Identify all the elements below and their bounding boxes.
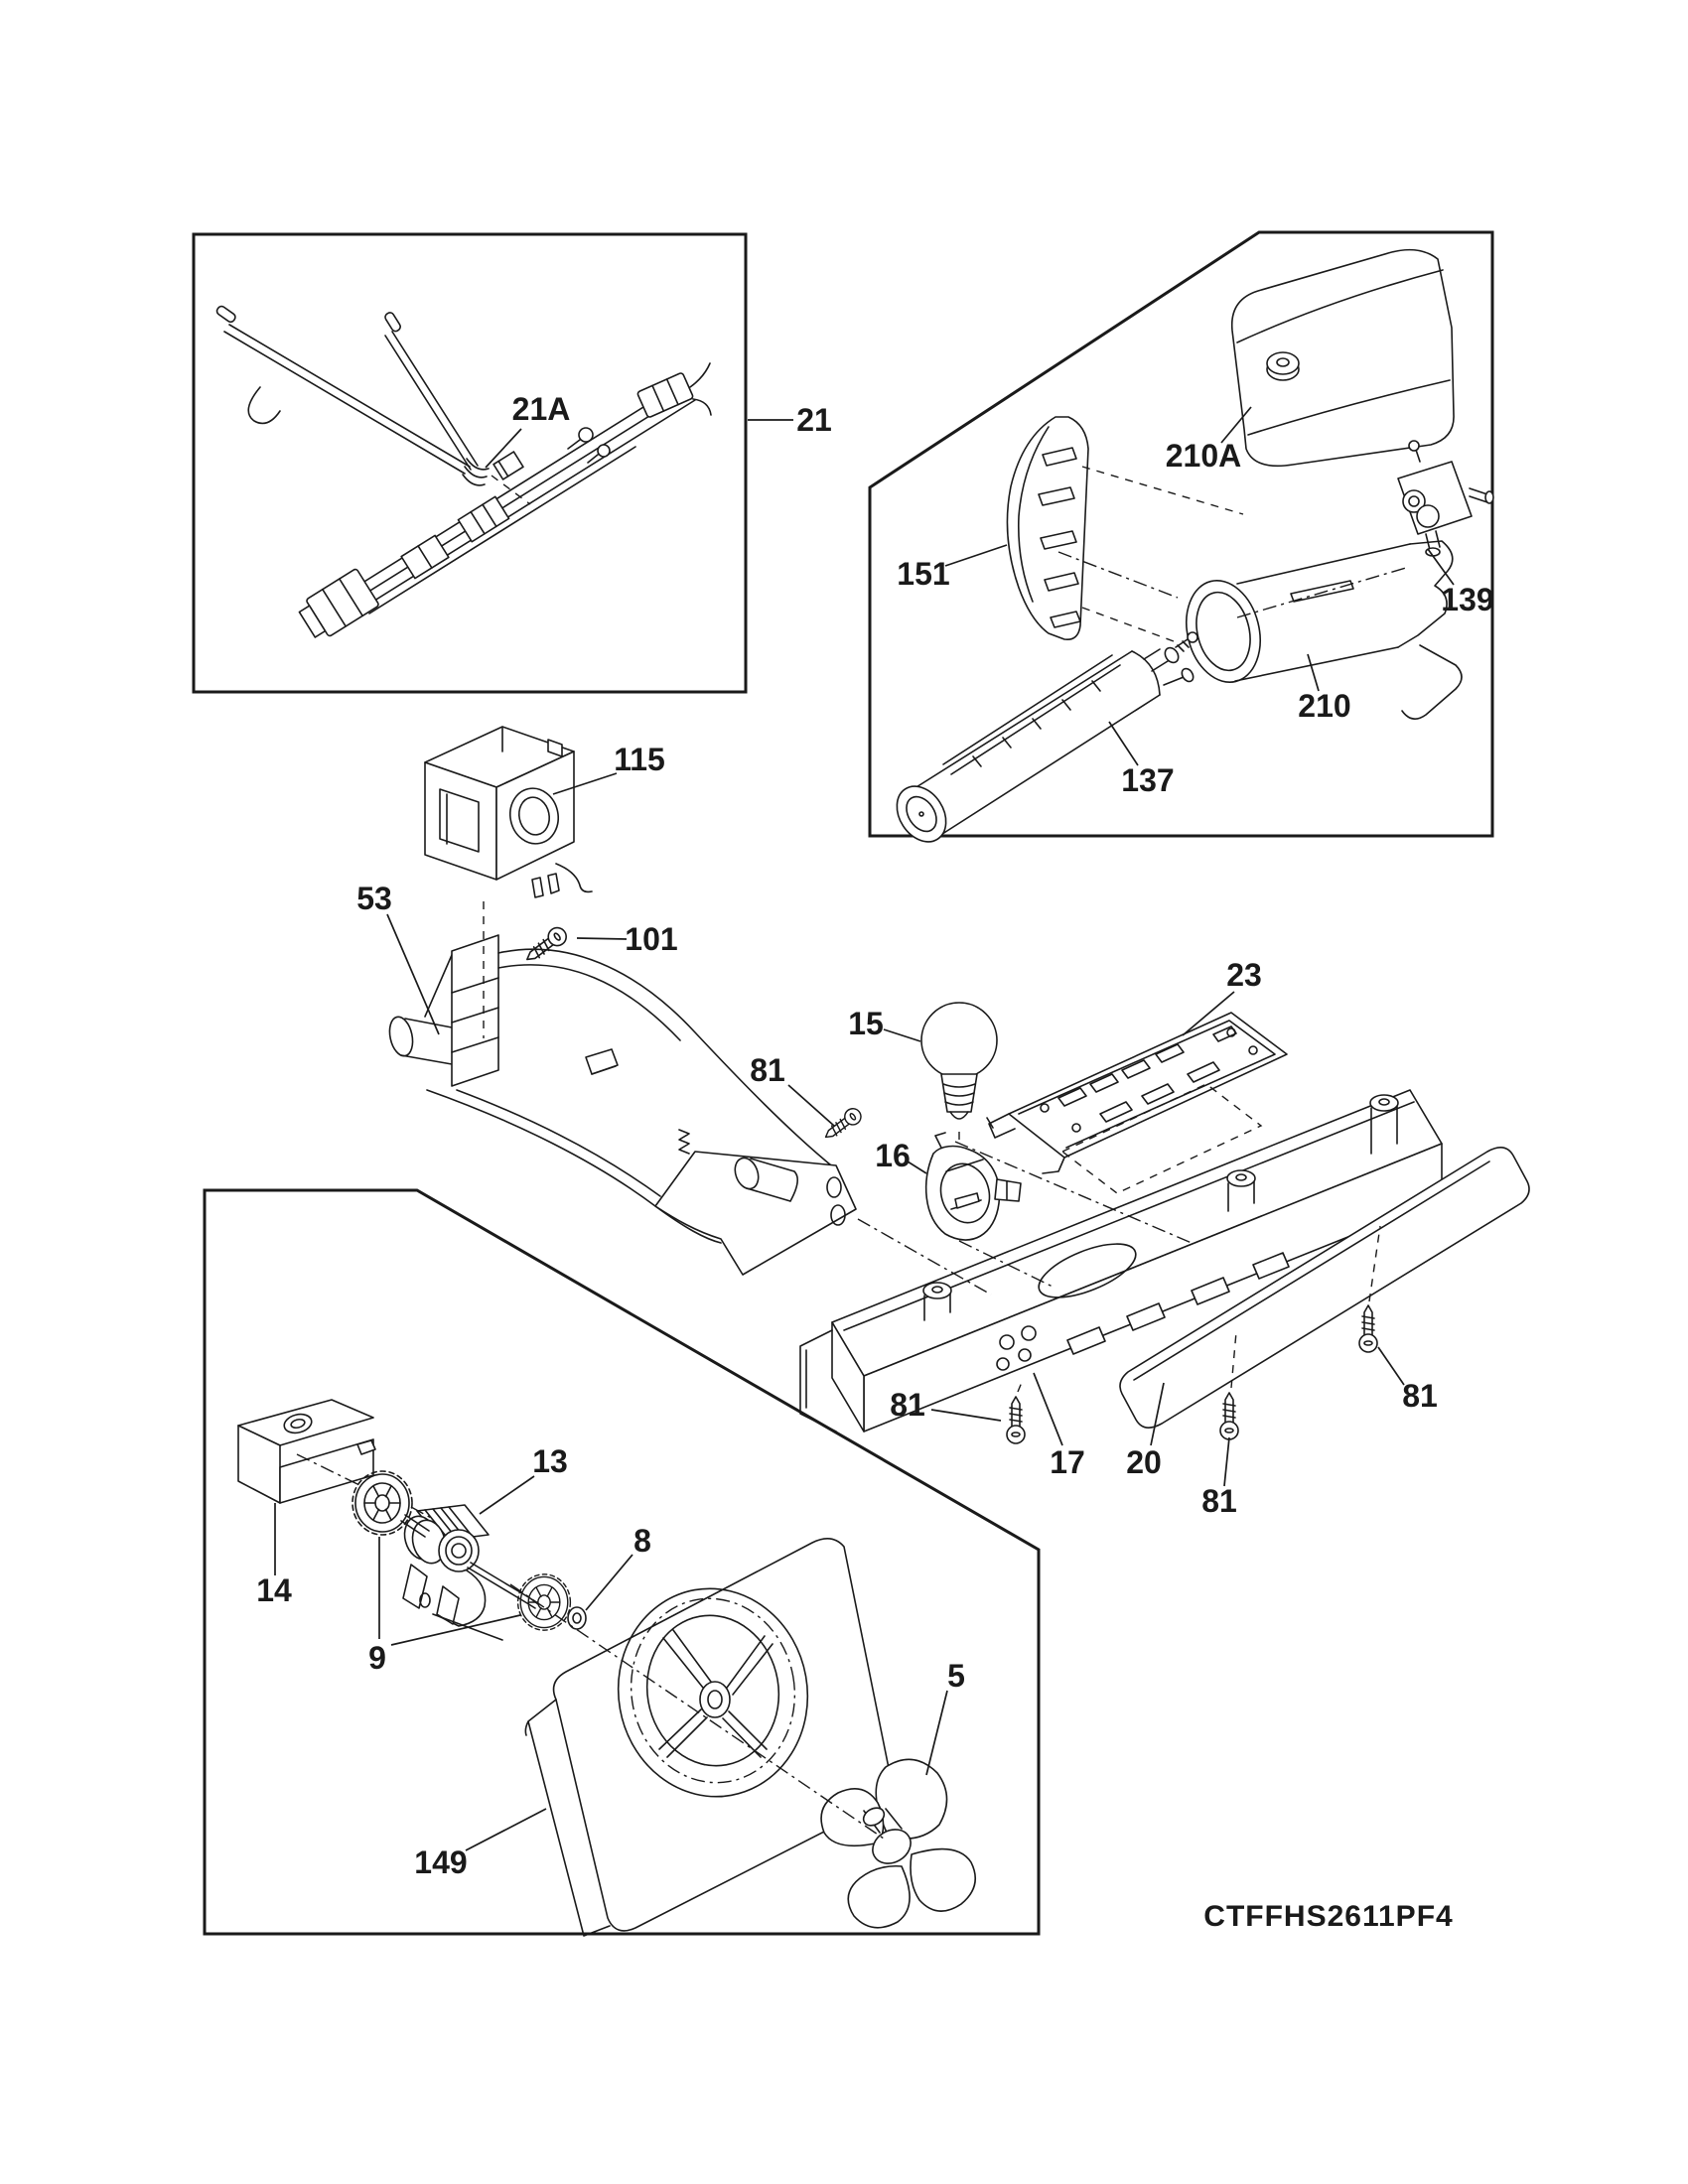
callout-17: 17 xyxy=(1050,1444,1085,1480)
leader-101 xyxy=(577,938,627,939)
callout-149: 149 xyxy=(414,1844,468,1880)
callout-20: 20 xyxy=(1126,1444,1162,1480)
callout-210: 210 xyxy=(1298,688,1351,724)
callout-81-right: 81 xyxy=(1402,1378,1438,1414)
callout-13: 13 xyxy=(532,1443,568,1479)
callout-15: 15 xyxy=(848,1006,884,1041)
callout-9: 9 xyxy=(368,1640,386,1676)
callout-81-mid: 81 xyxy=(1201,1483,1237,1519)
callout-23: 23 xyxy=(1226,957,1262,993)
ring-terminal xyxy=(598,445,610,457)
callout-81-left: 81 xyxy=(890,1387,925,1423)
callout-210A: 210A xyxy=(1165,438,1242,474)
callout-81-bracket: 81 xyxy=(750,1052,785,1088)
callout-21A: 21A xyxy=(511,391,571,427)
callout-21: 21 xyxy=(796,402,832,438)
callout-8: 8 xyxy=(633,1523,651,1559)
callout-151: 151 xyxy=(897,556,950,592)
callout-101: 101 xyxy=(625,921,678,957)
callout-137: 137 xyxy=(1121,762,1175,798)
callout-5: 5 xyxy=(947,1658,965,1694)
callout-14: 14 xyxy=(256,1572,292,1608)
callout-53: 53 xyxy=(356,881,392,916)
ring-terminal xyxy=(579,428,593,442)
callout-16: 16 xyxy=(875,1138,911,1173)
model-number: CTFFHS2611PF4 xyxy=(1203,1900,1454,1933)
callout-139: 139 xyxy=(1441,582,1494,617)
callout-115: 115 xyxy=(614,742,665,777)
